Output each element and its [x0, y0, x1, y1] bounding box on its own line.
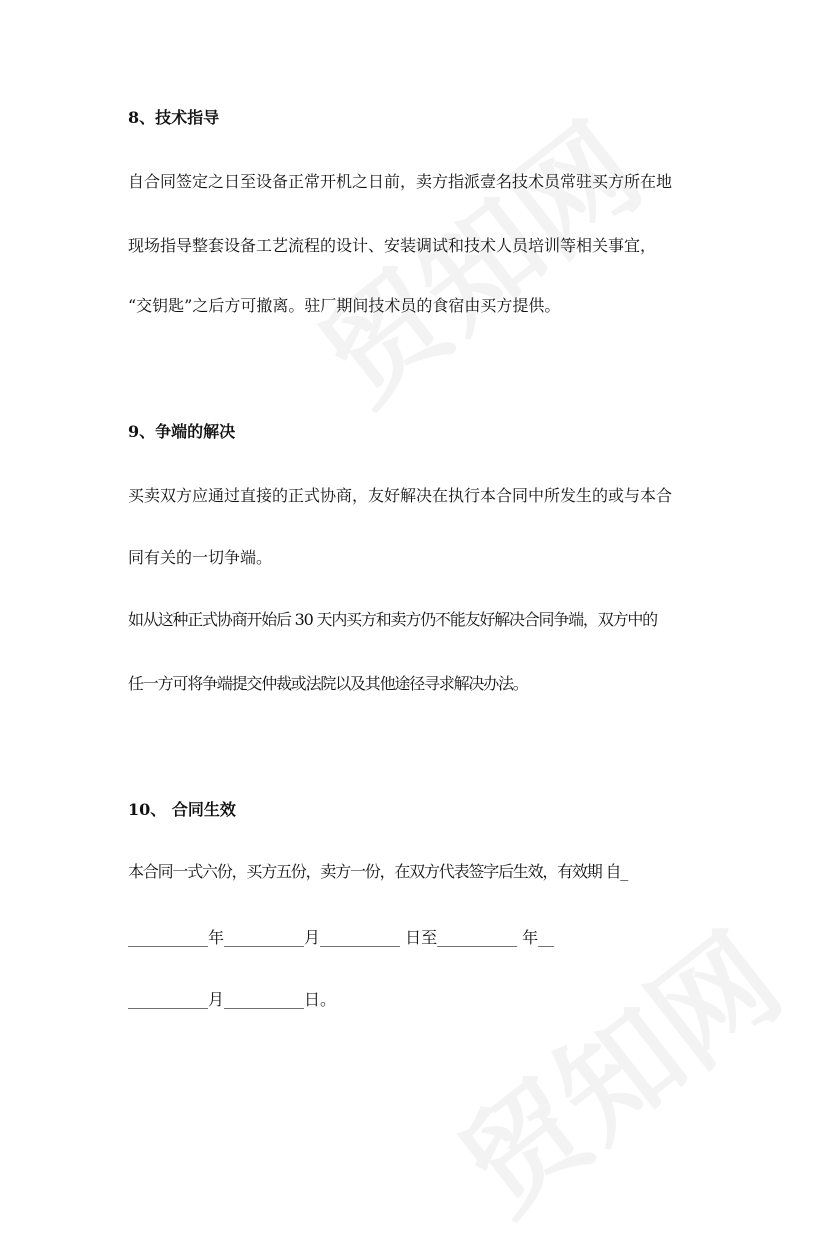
section-9-line-4: 任一方可将争端提交仲裁或法院以及其他途径寻求解决办法。 — [128, 674, 528, 693]
section-8-line-1: 自合同签定之日至设备正常开机之日前，卖方指派壹名技术员常驻买方所在地 — [128, 172, 673, 191]
section-10-line-3: __________月__________日。 — [128, 990, 337, 1009]
section-10-line-2: __________年__________月__________ 日至__________ 年__ — [128, 928, 555, 947]
section-heading-9: 9、争端的解决 — [128, 422, 236, 441]
section-8-line-2: 现场指导整套设备工艺流程的设计、安装调试和技术人员培训等相关事宜， — [128, 236, 657, 255]
section-9-line-3: 如从这种正式协商开始后 30 天内买方和卖方仍不能友好解决合同争端，双方中的 — [128, 610, 657, 629]
watermark — [280, 78, 670, 435]
section-10-line-1: 本合同一式六份，买方五份，卖方一份，在双方代表签字后生效，有效期 自_ — [128, 862, 628, 881]
section-heading-10: 10、 合同生效 — [128, 800, 236, 819]
section-8-line-3: “交钥匙”之后方可撤离。驻厂期间技术员的食宿由买方提供。 — [128, 296, 561, 315]
section-9-line-1: 买卖双方应通过直接的正式协商，友好解决在执行本合同中所发生的或与本合 — [128, 486, 673, 505]
section-9-line-2: 同有关的一切争端。 — [128, 548, 273, 567]
section-heading-8: 8、技术指导 — [128, 108, 220, 127]
